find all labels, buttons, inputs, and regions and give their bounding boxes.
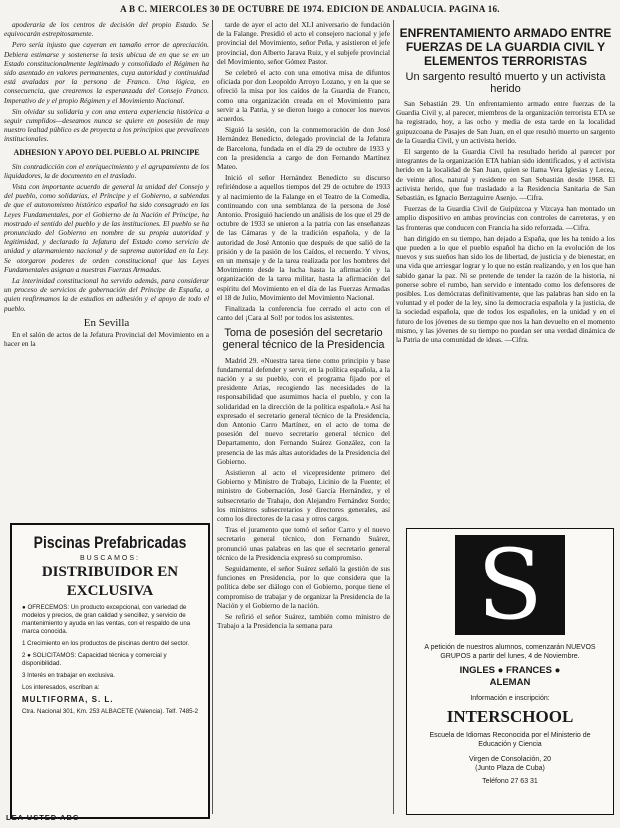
ad-headline: EXCLUSIVA [66, 583, 154, 599]
ad-text: A petición de nuestros alumnos, comenzarán NUEVOS GRUPOS a partir del lunes, 4 de Noviembre. [424, 644, 596, 660]
footer-slogan: LEA USTED ABC [6, 813, 80, 822]
article-headline: Toma de posesión del secretario general técnico de la Presidencia [222, 326, 385, 351]
column-3 [396, 20, 615, 520]
school-desc: Escuela de Idiomas Reconocida por el Ministerio de Educación y Ciencia [429, 732, 591, 748]
languages: ALEMAN [489, 677, 531, 688]
article-paragraph: Se celebró el acto con una emotiva misa de difuntos oficiada por don Leopoldo Arroyo Lozano, y en la que se ofreció la misa por los caídos de la Guardia de Franco, como una organización creada en el Movimiento para servir a la Patria, y se dieron luego a conocer los nuevos acuerdos. [217, 68, 390, 124]
article-paragraph: tarde de ayer el acto del XLI aniversario de fundación de la Falange. Presidió el acto el consejero nacional y jefe provincial del Movimiento, señor Peña, y asistieron el jefe provincial, don Alberto Jarava Ruiz, y el subjefe provincial del Movimiento, señor Gómez Pastor. [217, 20, 390, 66]
logo-letter: S [477, 529, 543, 641]
article-paragraph: Vista con importante acuerdo de general la unidad del Consejo y del pueblo, como solidarias, el Príncipe y el Gobierno, a sabiendas de que el autonomismo histórico español ha sido consagrado en las Leyes Fundamentales, por el Gobierno de la Nación el Príncipe, ha mostrado el sentido del pueblo y de las instituciones. El pueblo se ha pronunciado del Gobierno en nombre de su propia autoridad y legitimidad, y declarado la Jefatura del Estado como servicio de unidad y alarmamiento nacional y de suprema autoridad en la Ley. Se otorgaron poderes de orden constitucional que las Leyes Fundamentales asignan a nuestras Fuerzas Armadas. [4, 182, 209, 274]
page-header: A B C. MIERCOLES 30 DE OCTUBRE DE 1974. EDICION DE ANDALUCIA. PAGINA 16. [120, 4, 500, 14]
article-paragraph: Inició el señor Hernández Benedicto su discurso refiriéndose a aquellos tiempos del 29 de octubre de 1933 y al nacimiento de la Falange en el Teatro de la Comedia, continuando con una semblanza de la persona de José Antonio. Prosiguió haciendo un análisis de los que el 29 de octubre de 1933 se unieron a la patria con las enseñanzas de las Cámaras y de la tradición española, y de la autoridad de José Antonio que después de que salió de la prisión y de la pasión de los Caídos, el recuerdo. Y vivos, en un mensaje y de la tarea realizada por los hombres del Movimiento desde la lucha hasta la afirmación y la organización de la tarea militar, hasta la afirmación del espíritu del Movimiento en el día de las Fuerzas Armadas el 18 de Julio, Movimiento del Movimiento Nacional. [217, 173, 390, 302]
article-paragraph: Tras el juramento que tomó el señor Carro y el nuevo secretario general técnico, don Fernando Suárez, pronunció unas palabras en las que el secretario general técnico de la Presidencia expresó su compromiso. [217, 525, 390, 562]
ad-title: Piscinas Prefabricadas [33, 533, 187, 552]
ad-subtitle: BUSCAMOS: [79, 555, 140, 562]
school-address: Virgen de Consolación, 20 [469, 756, 551, 763]
article-paragraph: El sargento de la Guardia Civil ha resultado herido al parecer por integrantes de la organización ETA habían sido identificados, y el activista herido en la localidad de San Juan, quien se llama Vera Iglesias y Lecea, de veinte años, natural y residente en San Sebastián desde 1968. El activista herido, que fue trasladado a la Residencia Sanitaria de San Sebastián, es Ignacio Berzaguirre Asenjo. —Cifra. [396, 147, 615, 203]
column-1 [4, 20, 209, 518]
ad-item: ● OFRECEMOS: Un producto excepcional, con variedad de modelos y precios, de gran calidad y sencillez, y servicio de mantenimiento y ayuda en las ventas, con el respaldo de una marca conocida. [22, 604, 191, 635]
article-paragraph: La interinidad constitucional ha servido además, para considerar un proceso de servicios de gobernación del Príncipe de España, a quien reafirmamos la de estudios en adhesión y el apoyo de todo el pueblo. [4, 276, 209, 313]
article-paragraph: En el salón de actos de la Jefatura Provincial del Movimiento en a hacer en la [4, 330, 209, 349]
interschool-advertisement [406, 528, 614, 815]
ad-info: Información e inscripción: [470, 695, 550, 702]
article-subheadline: Un sargento resultó muerto y un activista herido [405, 71, 606, 95]
article-paragraph: Seguidamente, el señor Suárez señaló la gestión de sus funciones en Presidencia, por lo que considera que la política debe ser diálogo con el Gobierno, porque tiene el compromiso de trabajar y de organizar la Presidencia de la Nación y el Gobierno de la nación. [217, 563, 390, 610]
school-name: INTERSCHOOL [446, 707, 574, 726]
piscinas-advertisement [10, 523, 210, 819]
article-headline: ENFRENTAMIENTO ARMADO ENTRE FUERZAS DE LA GUARDIA CIVIL Y ELEMENTOS TERRORISTAS [399, 26, 612, 68]
ad-company: MULTIFORMA, S. L. [22, 695, 114, 704]
article-paragraph: han dirigido en su tiempo, han dejado a España, que les ha tenido a los que pueden a lo que el pueblo español ha dicho en la evolución de los nuevos y sus sueños han sido los de libertad, de justicia y de bienestar, en una vida que arriesgar lograr y lo que no están realizando, y en los que han sabido ganar la paz. Ni se pretende de tender la razón de la historia, ni ponerse sobre el rumbo, han servido e intentado como los defensores de posibles. Los demócratas definitivamente, que las palabras han sido en la voluntad y el poder de la ley, sino la democracia española y la justicia, de la sociedad española, que de todos los españoles, en la unidad y en el futuro de los jóvenes de su tiempo que nos la han devuelto en el momento mismo, y las jóvenes de su tiempo no puedan ser una verdad dinámica de la Patria de una comunidad de ideas. —Cifra. [396, 233, 615, 345]
article-paragraph: Se refirió el señor Suárez, también como ministro de Trabajo a la Presidencia la semana para [217, 611, 390, 631]
article-paragraph: Sin olvidar su solidaria y con una entera experiencia histórica a seguir cumplidos—deseamos nunca se quiere en posesión de muy nuestro lealtad público es de proyecta a los principios que prevalecen institucionales. [4, 106, 209, 144]
section-heading: ADHESION Y APOYO DEL PUEBLO AL PRINCIPE [13, 147, 200, 157]
sevilla-heading: En Sevilla [83, 316, 130, 329]
column-rule [393, 20, 394, 814]
article-paragraph: Sin contradicción con el enriquecimiento y el agrupamiento de los liquidadores, la de documento en el traslado. [4, 161, 209, 180]
school-address: (Junto Plaza de Cuba) [475, 765, 545, 772]
column-2 [217, 20, 390, 815]
school-logo [455, 529, 565, 641]
article-paragraph: San Sebastián 29. Un enfrentamiento armado entre fuerzas de la Guardia Civil y, al parecer, miembros de la organización terrorista ETA se ha registrado, hoy, a las ocho y media de esta tarde en la localidad guipuzcoana de Pasajes de San Juan, en el que resultó muerto un sargento de la Guardia Civil, y un activista herido. [396, 99, 615, 145]
article-paragraph: apoderaría de los centros de decisión del propio Estado. Se equivocarán estrepitosamente. [4, 20, 209, 39]
ad-item: 2 ● SOLICITAMOS: Capacidad técnica y comercial y disponibilidad. [22, 652, 167, 667]
article-paragraph: Fuerzas de la Guardia Civil de Guipúzcoa y Vizcaya han montado un amplio dispositivo en ambas provincias con controles de carreteras, y en las fronteras que conducen con Francia ha sido reforzada. —Cifra. [396, 204, 615, 232]
ad-address: Ctra. Nacional 301, Km. 253 ALBACETE (Valencia). Telf. 7485-2 [21, 708, 199, 715]
school-phone: Teléfono 27 63 31 [482, 778, 538, 785]
article-paragraph: Finalizada la conferencia fue cerrado el acto con el canto del ¡Cara al Sol! por todos los asistentes. [217, 304, 390, 323]
ad-item: 3 Interés en trabajar en exclusiva. [22, 672, 115, 679]
column-rule [212, 20, 213, 814]
ad-item: 1 Crecimiento en los productos de piscinas dentro del sector. [22, 640, 190, 647]
article-paragraph: Madrid 29. «Nuestra tarea tiene como principio y base fundamental defender y servir, en la política española, a la nación y a su pueblo, con el programa fijado por el presidente Arias, recogiendo las necesidades de la responsabilidad que asumimos hacia el pueblo, y con la solidaridad en la dirección de la política española.» Así ha expresado el secretario general técnico de la Presidencia, don Antonio Carro Martínez, en el acto de toma de posesión del nuevo secretario general técnico del Departamento, don Fernando Suárez González, con la presencia de las más altas autoridades de la Presidencia del Gobierno. [217, 355, 390, 466]
ad-item: Los interesados, escriban a: [22, 684, 100, 691]
ad-headline: DISTRIBUIDOR EN [41, 564, 179, 580]
article-paragraph: Asistieron al acto el vicepresidente primero del Gobierno y Ministro de Trabajo, Licinio de la Fuente; el ministro de Gobernación, José García Hernández, y el subsecretario de Trabajo, don Alejandro Fernández Sordo; los ministros subsecretarios y directores generales, así como los directores de la casa y otros cargos. [217, 467, 390, 523]
article-paragraph: Siguió la sesión, con la conmemoración de don José Hernández Benedicto, delegado provincial de la Jefatura de Barcelona, fundada en el día 29 de octubre de 1933 y con la presidencia a cargo de don Fernando Martínez Mateo. [217, 125, 390, 172]
article-paragraph: Pero sería injusto que cayeran en tamaño error de apreciación. Debiera estimarse y sostenerse la tesis ubicua de en que se en un Estado constitucionalmente legitimado y consolidado el Régimen ha sido asentado en valores permanentes, cuya autoridad y continuidad está avaladas por la persona de Franco. Una lógica, en consecuencia, que crearemos la esperanzada del Consejo Franco. Imperativo de y el propio Régimen y el Movimiento Nacional. [4, 40, 209, 105]
languages: INGLES ● FRANCES ● [459, 665, 561, 676]
